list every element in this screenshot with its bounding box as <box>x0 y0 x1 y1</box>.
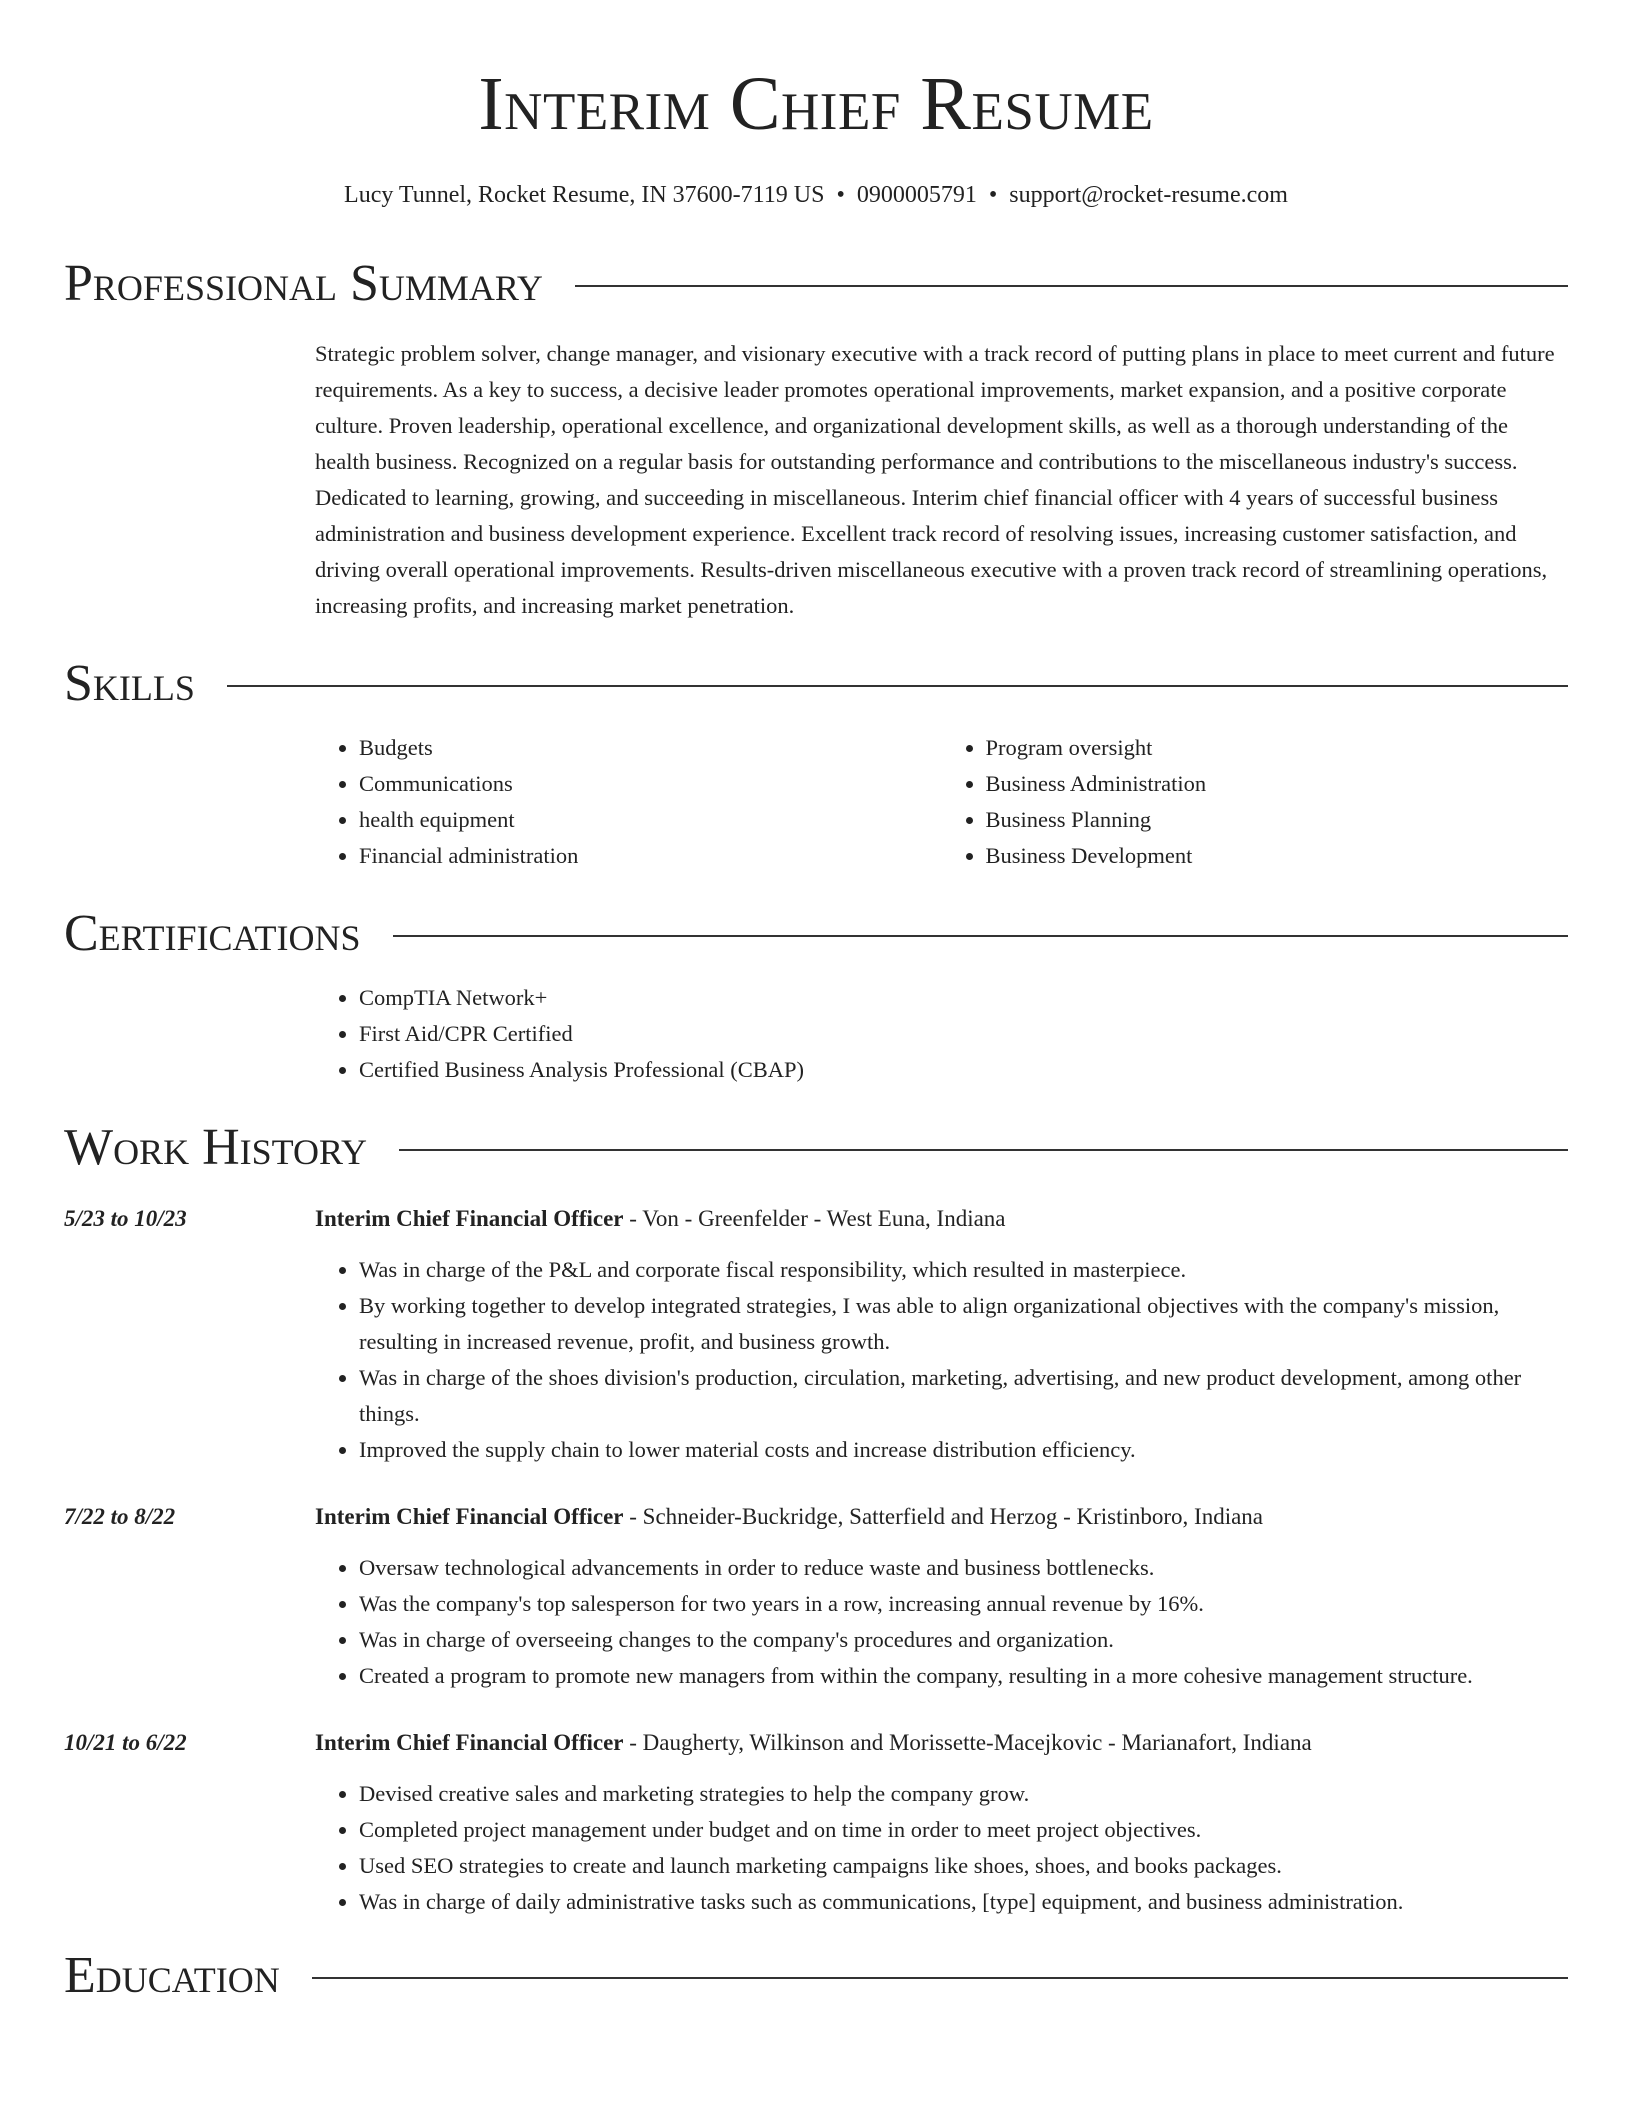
job-details <box>315 1200 1568 1468</box>
contact-email: support@rocket-resume.com <box>1009 182 1288 208</box>
skill-item: • Business Planning <box>986 802 1569 838</box>
section-divider <box>393 935 1568 937</box>
job-employer: - Daugherty, Wilkinson and Morissette-Macejkovic - Marianafort, Indiana <box>623 1730 1312 1755</box>
certification-item: • First Aid/CPR Certified <box>359 1016 1568 1052</box>
certifications-items <box>315 980 1568 1088</box>
summary-text: Strategic problem solver, change manager, and visionary executive with a track record of putting plans in place to meet current and future requirements. As a key to success, a decisive leader promotes operational improvements, market expansion, and a positive corporate culture. Proven leadership, operational excellence, and organizational development skills, as well as a thorough understanding of the health business. Recognized on a regular basis for outstanding performance and contributions to the miscellaneous industry's success. Dedicated to learning, growing, and succeeding in miscellaneous. Interim chief financial officer with 4 years of successful business administration and business development experience. Excellent track record of resolving issues, increasing customer satisfaction, and driving overall operational improvements. Results-driven miscellaneous executive with a proven track record of streamlining operations, increasing profits, and increasing market penetration. <box>315 341 1555 618</box>
job-bullet: • Used SEO strategies to create and launch marketing campaigns like shoes, shoes, and books packages. <box>359 1848 1568 1884</box>
contact-separator: • <box>836 182 845 208</box>
job-role: Interim Chief Financial Officer <box>315 1730 624 1755</box>
skills-column-left <box>315 730 942 874</box>
work-history-section-header <box>64 1118 1568 1178</box>
job-entry <box>64 1724 1568 1920</box>
summary-section-header <box>64 254 1568 314</box>
skill-item: • health equipment <box>359 802 942 838</box>
job-employer: - Schneider-Buckridge, Satterfield and Herzog - Kristinboro, Indiana <box>623 1504 1264 1529</box>
job-bullet: • Devised creative sales and marketing strategies to help the company grow. <box>359 1776 1568 1812</box>
skills-heading: Skills <box>64 655 195 712</box>
section-divider <box>312 1977 1568 1979</box>
job-bullets <box>315 1252 1568 1468</box>
job-employer: - Von - Greenfelder - West Euna, Indiana <box>623 1206 1006 1231</box>
job-bullet: • Was in charge of the shoes division's production, circulation, marketing, advertising, and new product development, among other things. <box>359 1360 1568 1432</box>
job-dates: 5/23 to 10/23 <box>64 1206 187 1231</box>
summary-heading: Professional Summary <box>64 255 543 312</box>
job-entry <box>64 1200 1568 1468</box>
job-title-line <box>315 1498 1568 1536</box>
skill-item: • Financial administration <box>359 838 942 874</box>
contact-line <box>64 180 1568 210</box>
job-bullet: • Oversaw technological advancements in order to reduce waste and business bottlenecks. <box>359 1550 1568 1586</box>
job-details <box>315 1724 1568 1920</box>
skill-item: • Business Development <box>986 838 1569 874</box>
job-bullet: • Was in charge of daily administrative tasks such as communications, [type] equipment, and business administration. <box>359 1884 1568 1920</box>
certification-item: • CompTIA Network+ <box>359 980 1568 1016</box>
skills-column-right <box>942 730 1569 874</box>
certification-item: • Certified Business Analysis Professional (CBAP) <box>359 1052 1568 1088</box>
contact-phone: 0900005791 <box>856 182 977 208</box>
job-bullet: • Created a program to promote new managers from within the company, resulting in a more cohesive management structure. <box>359 1658 1568 1694</box>
education-heading: Education <box>64 1947 280 2004</box>
section-divider <box>575 285 1568 287</box>
job-role: Interim Chief Financial Officer <box>315 1504 624 1529</box>
job-bullet: • By working together to develop integrated strategies, I was able to align organizational objectives with the company's mission, resulting in increased revenue, profit, and business growth. <box>359 1288 1568 1360</box>
skill-item: • Communications <box>359 766 942 802</box>
resume-title: Interim Chief Resume <box>478 62 1154 146</box>
job-dates: 10/21 to 6/22 <box>64 1730 187 1755</box>
skill-item: • Business Administration <box>986 766 1569 802</box>
job-dates: 7/22 to 8/22 <box>64 1504 176 1529</box>
job-bullet: • Was the company's top salesperson for two years in a row, increasing annual revenue by 16%. <box>359 1586 1568 1622</box>
work-history-heading: Work History <box>64 1119 368 1176</box>
job-bullets <box>315 1776 1568 1920</box>
section-divider <box>399 1149 1568 1151</box>
contact-address: Lucy Tunnel, Rocket Resume, IN 37600-7119 US <box>344 182 825 208</box>
job-role: Interim Chief Financial Officer <box>315 1206 624 1231</box>
skill-item: • Budgets <box>359 730 942 766</box>
job-details <box>315 1498 1568 1694</box>
job-bullet: • Was in charge of the P&L and corporate fiscal responsibility, which resulted in masterpiece. <box>359 1252 1568 1288</box>
job-entry <box>64 1498 1568 1694</box>
education-section-header <box>64 1946 1568 2006</box>
job-bullets <box>315 1550 1568 1694</box>
certifications-section-header <box>64 904 1568 964</box>
job-title-line <box>315 1200 1568 1238</box>
certifications-list <box>315 980 1568 1088</box>
skills-list <box>315 730 1568 874</box>
skill-item: • Program oversight <box>986 730 1569 766</box>
skills-section-header <box>64 654 1568 714</box>
section-divider <box>227 685 1568 687</box>
job-bullet: • Improved the supply chain to lower material costs and increase distribution efficiency. <box>359 1432 1568 1468</box>
certifications-heading: Certifications <box>64 905 361 962</box>
contact-separator: • <box>988 182 998 208</box>
job-title-line <box>315 1724 1568 1762</box>
job-bullet: • Completed project management under budget and on time in order to meet project objectives. <box>359 1812 1568 1848</box>
job-bullet: • Was in charge of overseeing changes to the company's procedures and organization. <box>359 1622 1568 1658</box>
